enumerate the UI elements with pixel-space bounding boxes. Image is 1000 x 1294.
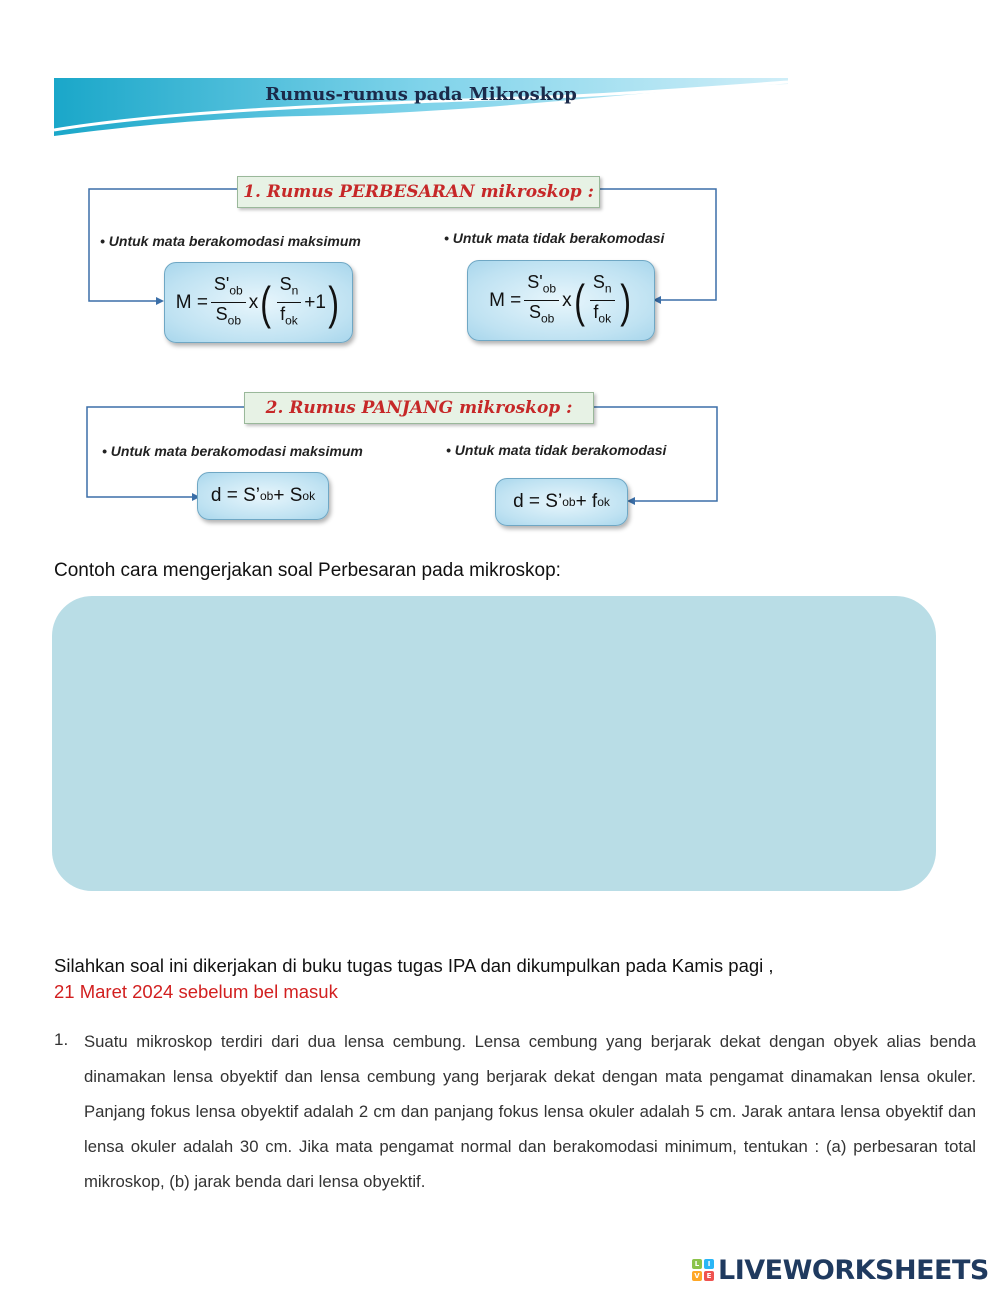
formula-lhs: M = <box>175 291 208 313</box>
plus-one: +1 <box>304 291 326 313</box>
section-1-title: 1. Rumus PERBESARAN mikroskop : <box>237 176 600 208</box>
length-formula-relaxed: d = S’ ob + f ok <box>495 478 628 526</box>
section-1-bullet-left: • Untuk mata berakomodasi maksimum <box>100 233 361 249</box>
deadline-text: 21 Maret 2024 sebelum bel masuk <box>54 981 338 1002</box>
fraction-sob: $\frac{S'_{ob}}{S_{ob}}$ <box>524 271 559 329</box>
section-2-bullet-right: • Untuk mata tidak berakomodasi <box>446 442 667 458</box>
fraction-sn-fok: $\frac{S_n}{f_{ok}}$ <box>590 271 615 329</box>
question-number: 1. <box>54 1030 69 1049</box>
magnification-formula-max: M = $\frac{S'_{ob}}{S_{ob}}$ x ( $\frac{S_n}{f_{ok}}$ +1 ) <box>164 262 353 343</box>
magnification-formula-relaxed: M = $\frac{S'_{ob}}{S_{ob}}$ x ( $\frac{S_n}{f_{ok}}$ ) <box>467 260 655 341</box>
formula-lhs: M = <box>489 289 522 311</box>
formula-slide-image <box>54 78 788 539</box>
instruction-text: Silahkan soal ini dikerjakan di buku tugas tugas IPA dan dikumpulkan pada Kamis pagi , <box>54 955 774 976</box>
example-answer-box <box>52 596 936 891</box>
arrow-2-right <box>627 497 635 505</box>
section-2-bullet-left: • Untuk mata berakomodasi maksimum <box>102 443 363 459</box>
logo-tiles-icon: L I V E <box>692 1259 714 1281</box>
slide-title: Rumus-rumus pada Mikroskop <box>265 84 577 105</box>
fraction-sn-fok: $\frac{S_n}{f_{ok}}$ <box>277 273 302 331</box>
section-2-title: 2. Rumus PANJANG mikroskop : <box>244 392 594 424</box>
fraction-sob: $\frac{S'_{ob}}{S_{ob}}$ <box>211 273 246 331</box>
times-sign: x <box>248 291 259 313</box>
question-text: Suatu mikroskop terdiri dari dua lensa cembung. Lensa cembung yang berjarak dekat dengan obyek alias benda dinamakan lensa obyektif dan lensa cembung yang berjarak dekat dengan mata pengamat dinamakan lensa okuler. Panjang fokus lensa obyektif adalah 2 cm dan panjang fokus lensa okuler adalah 5 cm. Jarak antara lensa obyektif dan lensa okuler adalah 30 cm. Jika mata pengamat normal dan berakomodasi minimum, tentukan : (a) perbesaran total mikroskop, (b) jarak benda dari lensa obyektif. <box>84 1032 976 1191</box>
liveworksheets-logo[interactable] <box>692 1254 989 1286</box>
example-heading: Contoh cara mengerjakan soal Perbesaran pada mikroskop: <box>54 560 561 581</box>
logo-text: LIVEWORKSHEETS <box>718 1254 989 1286</box>
length-formula-max: d = S’ ob + S ok <box>197 472 329 520</box>
times-sign: x <box>562 289 572 311</box>
arrow-1-left <box>156 297 164 305</box>
section-1-bullet-right: • Untuk mata tidak berakomodasi <box>444 230 665 246</box>
